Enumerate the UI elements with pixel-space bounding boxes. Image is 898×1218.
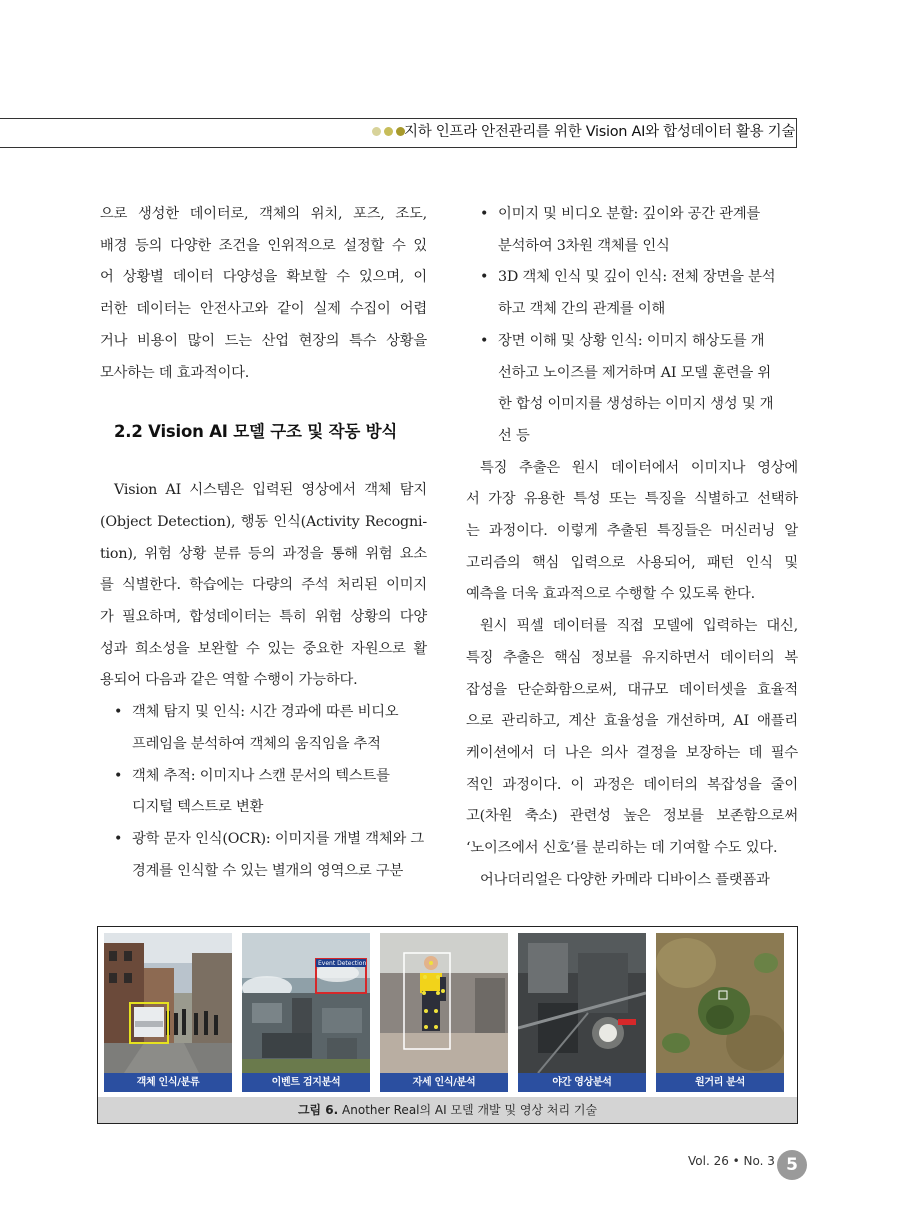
figure-panel-night-video [518, 933, 646, 1092]
intro-line: 으로 생성한 데이터로, 객체의 위치, 포즈, 조도, [100, 206, 427, 222]
figure-number: 그림 6. [297, 1103, 339, 1117]
body-line: 가 필요하며, 합성데이터는 특히 위험 상황의 다양 [100, 609, 427, 626]
figure-panels [104, 933, 784, 1092]
body-line: Vision AI 시스템은 입력된 영상에서 객체 탐지 [114, 482, 427, 499]
figure-panel-event-detection [242, 933, 370, 1092]
left-bullet-list [100, 697, 427, 887]
bullet-item: • 3D 객체 인식 및 깊이 인식: 전체 장면을 분석 하고 객체 간의 관계를 이해 [466, 262, 798, 325]
body-line: 성과 희소성을 보완할 수 있는 중요한 자원으로 활 [100, 640, 427, 657]
page-number: 5 [777, 1150, 807, 1180]
bullet-item: • 이미지 및 비디오 분할: 깊이와 공간 관계를 분석하여 3차원 객체를 인식 [466, 199, 798, 262]
body-line: 으로 관리하고, 계산 효율성을 개선하며, AI 애플리 [466, 713, 798, 730]
header-dot-1 [372, 127, 381, 136]
night-video-image [518, 933, 646, 1073]
intro-line: 어 상황별 데이터 다양성을 확보할 수 있으며, 이 [100, 269, 427, 286]
event-detection-tag: Event Detection [318, 960, 367, 967]
intro-line: 러한 데이터는 안전사고와 같이 실제 수집이 어렵 [100, 301, 427, 318]
left-column [100, 199, 427, 887]
aerial-view-image [656, 933, 784, 1073]
figure-panel-object-recognition [104, 933, 232, 1092]
body-line: 용되어 다음과 같은 역할 수행이 가능하다. [100, 672, 358, 689]
volume-issue: Vol. 26 • No. 3 [688, 1154, 775, 1168]
body-line: 잡성을 단순화함으로써, 대규모 데이터셋을 효율적 [466, 681, 798, 698]
bullet-item: • 객체 추적: 이미지나 스캔 문서의 텍스트를 디지털 텍스트로 변환 [100, 761, 427, 824]
body-line: 특징 추출은 원시 데이터에서 이미지나 영상에 [480, 459, 798, 476]
body-line: 고(차원 축소) 관련성 높은 정보를 보존함으로써 [466, 808, 798, 825]
body-line: 원시 픽셀 데이터를 직접 모델에 입력하는 대신, [480, 618, 798, 635]
panel-label: 자세 인식/분석 [380, 1073, 508, 1092]
header-dots [372, 127, 405, 136]
bullet-item: • 객체 탐지 및 인식: 시간 경과에 따른 비디오 프레임을 분석하여 객체의 움직임을 추적 [100, 697, 427, 760]
body-line: 는 과정이다. 이렇게 추출된 특징들은 머신러닝 알 [466, 523, 798, 540]
figure-panel-long-range [656, 933, 784, 1092]
running-header-title: 지하 인프라 안전관리를 위한 Vision AI와 합성데이터 활용 기술 [404, 124, 796, 140]
body-line: tion), 위험 상황 분류 등의 과정을 통해 위험 요소 [100, 545, 427, 562]
street-scene-image [104, 933, 232, 1073]
panel-label: 이벤트 검지분석 [242, 1073, 370, 1092]
header-dot-2 [384, 127, 393, 136]
body-line: (Object Detection), 행동 인식(Activity Recogni- [100, 513, 427, 530]
right-bullet-list [466, 199, 798, 453]
intro-line: 배경 등의 다양한 조건을 인위적으로 설정할 수 있 [100, 237, 427, 254]
body-line: 고리즘의 핵심 입력으로 사용되어, 패턴 인식 및 [466, 554, 798, 571]
worker-pose-image [380, 933, 508, 1073]
intro-line: 모사하는 데 효과적이다. [100, 364, 250, 381]
panel-label: 야간 영상분석 [518, 1073, 646, 1092]
panel-label: 원거리 분석 [656, 1073, 784, 1092]
body-line: 예측을 더욱 효과적으로 수행할 수 있도록 한다. [466, 586, 756, 603]
body-line: 서 가장 유용한 특성 또는 특징을 식별하고 선택하 [466, 491, 798, 508]
body-line: 를 식별한다. 학습에는 다량의 주석 처리된 이미지 [100, 577, 427, 594]
body-line: ‘노이즈에서 신호’를 분리하는 데 기여할 수도 있다. [466, 840, 778, 857]
bullet-item: • 광학 문자 인식(OCR): 이미지를 개별 객체와 그 경계를 인식할 수 있는 별개의 영역으로 구분 [100, 824, 427, 887]
figure-caption [98, 1097, 797, 1123]
body-line: 어나더리얼은 다양한 카메라 디바이스 플랫폼과 [480, 871, 770, 888]
figure-6 [97, 926, 798, 1124]
figure-panel-pose-recognition [380, 933, 508, 1092]
body-line: 케이션에서 더 나은 의사 결정을 보장하는 데 필수 [466, 744, 798, 761]
industrial-plant-image [242, 933, 370, 1073]
bullet-item: • 장면 이해 및 상황 인식: 이미지 해상도를 개 선하고 노이즈를 제거하며 AI 모델 훈련을 위 한 합성 이미지를 생성하는 이미지 생성 및 개 선 등 [466, 326, 798, 453]
figure-caption-text: Another Real의 AI 모델 개발 및 영상 처리 기술 [338, 1103, 598, 1117]
intro-line: 거나 비용이 많이 드는 산업 현장의 특수 상황을 [100, 332, 427, 349]
right-column [466, 199, 798, 896]
body-line: 특징 추출은 핵심 정보를 유지하면서 데이터의 복 [466, 649, 798, 666]
section-heading: 2.2 Vision AI 모델 구조 및 작동 방식 [114, 422, 398, 442]
panel-label: 객체 인식/분류 [104, 1073, 232, 1092]
body-line: 적인 과정이다. 이 과정은 데이터의 복잡성을 줄이 [466, 776, 798, 793]
